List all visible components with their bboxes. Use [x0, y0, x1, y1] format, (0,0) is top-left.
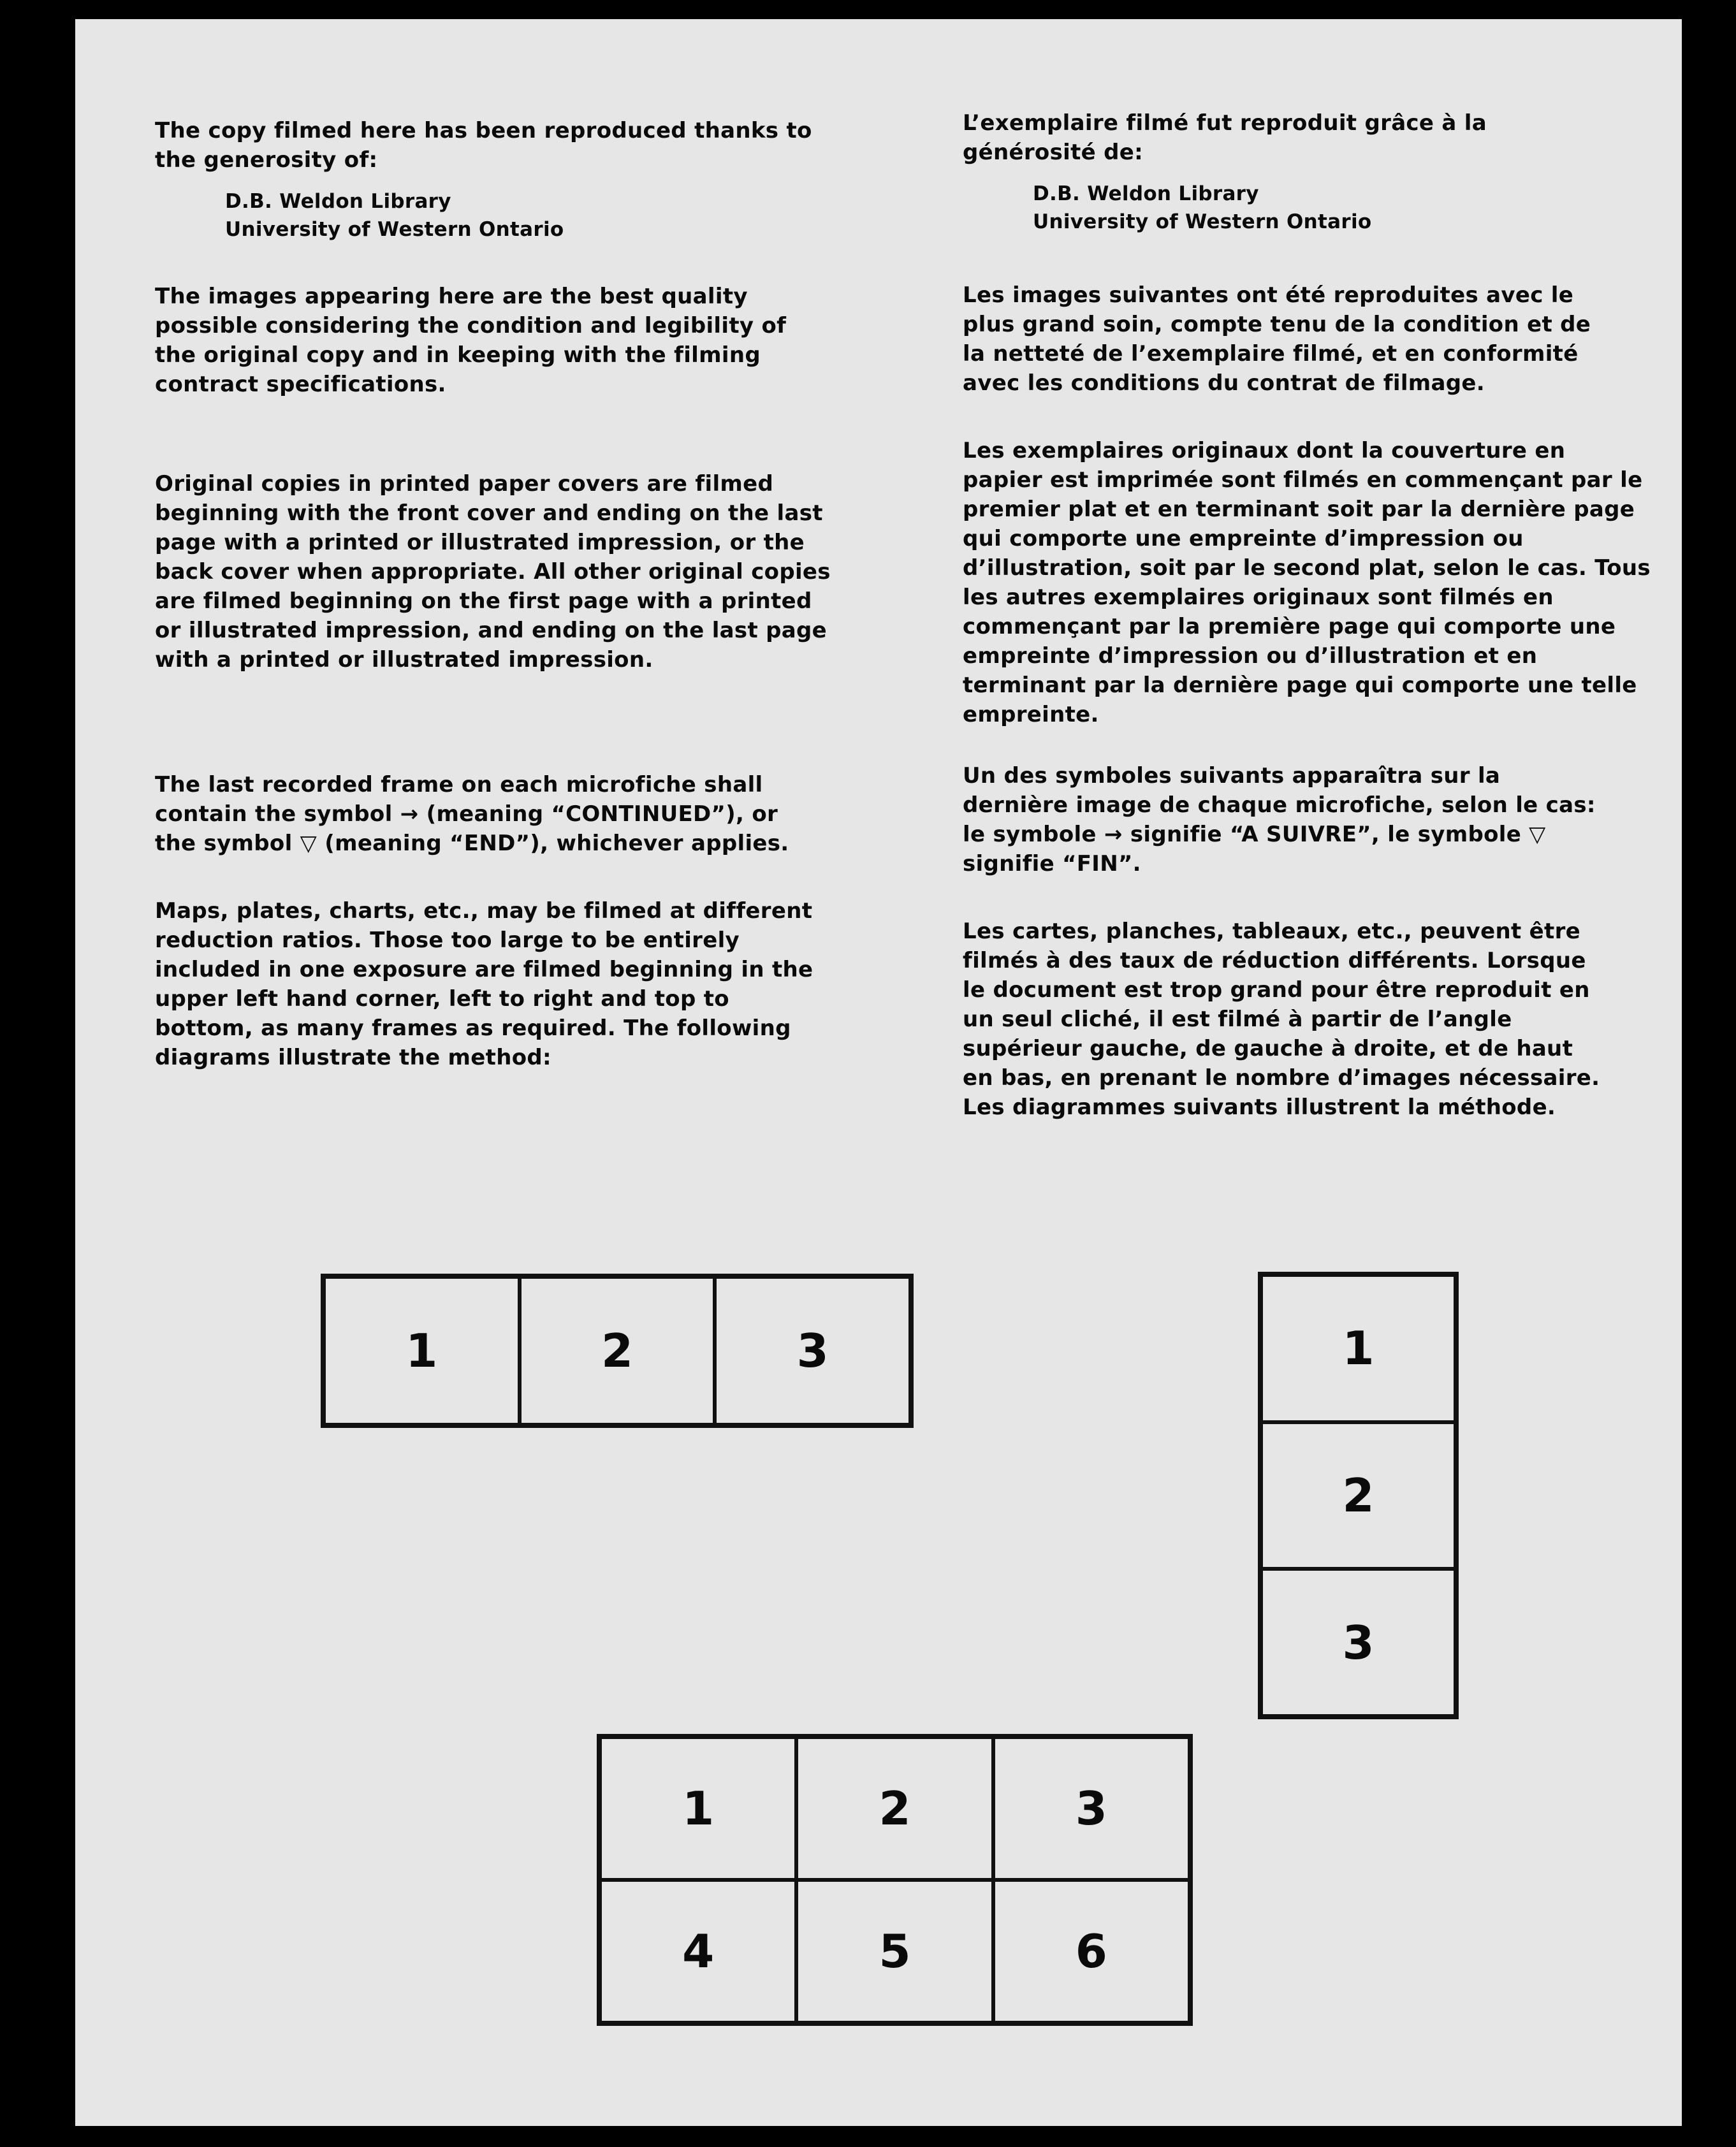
library-name: D.B. Weldon Library: [225, 190, 451, 213]
images-quality-text: The images appearing here are the best quality possible considering the condition and legibility of the original copy and in keeping with the filming contract specifications.: [155, 284, 787, 397]
frame-cell: 1: [324, 1277, 520, 1425]
maps-text: Maps, plates, charts, etc., may be filmed at different reduction ratios. Those too large to be entirely included in one exposure are filmed beginning in the upper left hand corner, left to right and top to bottom, as many frames as required. The following diagrams illustrate the method:: [155, 898, 813, 1070]
frame-cell: 3: [1261, 1569, 1455, 1716]
original-copies-text-fr: Les exemplaires originaux dont la couverture en papier est imprimée sont filmés en commençant par le premier plat et en terminant soit par la dernière page qui comporte une empreinte d’impression ou d’illustration, soit par le second plat, selon le cas. Tous les autres exemplaires originaux sont filmés en commençant par la première page qui comporte une empreinte d’impression ou d’illustration et en terminant par la dernière page qui comporte une telle empreinte.: [963, 438, 1651, 727]
last-frame-text-fr: Un des symboles suivants apparaîtra sur la dernière image de chaque microfiche, selon le cas: le symbole → signifie “A SUIVRE”, le symbole ▽ signifie “FIN”.: [963, 763, 1596, 877]
library-name-fr: D.B. Weldon Library: [1033, 182, 1259, 205]
grid-frame-diagram: [597, 1734, 1193, 2026]
frame-cell: 2: [520, 1277, 715, 1425]
maps-text-fr: Les cartes, planches, tableaux, etc., peuvent être filmés à des taux de réduction différents. Lorsque le document est trop grand pour être reproduit en un seul cliché, il est filmé à partir de l’angle supérieur gauche, de gauche à droite, et de haut en bas, en prenant le nombre d’images nécessaire. Les diagrammes suivants illustrent la méthode.: [963, 919, 1600, 1120]
library-institution: University of Western Ontario: [225, 218, 564, 241]
frame-cell: 6: [993, 1880, 1190, 2023]
frame-cell: 1: [1261, 1275, 1455, 1422]
frame-cell: 1: [600, 1737, 796, 1880]
copy-filmed-text-fr: L’exemplaire filmé fut reproduit grâce à la générosité de:: [963, 110, 1487, 165]
frame-cell: 5: [796, 1880, 993, 2023]
frame-cell: 2: [796, 1737, 993, 1880]
frame-cell: 3: [715, 1277, 910, 1425]
horizontal-frame-diagram: [321, 1274, 914, 1428]
images-quality-text-fr: Les images suivantes ont été reproduites avec le plus grand soin, compte tenu de la condition et de la netteté de l’exemplaire filmé, et en conformité avec les conditions du contrat de filmage.: [963, 282, 1591, 396]
library-institution-fr: University of Western Ontario: [1033, 210, 1372, 233]
document-page: [75, 19, 1682, 2126]
frame-cell: 2: [1261, 1422, 1455, 1569]
original-copies-text: Original copies in printed paper covers are filmed beginning with the front cover and ending on the last page with a printed or illustrated impression, or the back cover when appropriate. All other original copies are filmed beginning on the first page with a printed or illustrated impression, and ending on the last page with a printed or illustrated impression.: [155, 471, 831, 673]
frame-cell: 3: [993, 1737, 1190, 1880]
french-column: [963, 108, 1664, 1122]
english-column: [155, 116, 882, 1072]
frame-cell: 4: [600, 1880, 796, 2023]
last-frame-text: The last recorded frame on each microfiche shall contain the symbol → (meaning “CONTINUED”), or the symbol ▽ (meaning “END”), whichever applies.: [155, 772, 789, 856]
copy-filmed-text: The copy filmed here has been reproduced thanks to the generosity of:: [155, 118, 812, 173]
vertical-frame-diagram: [1258, 1272, 1459, 1719]
